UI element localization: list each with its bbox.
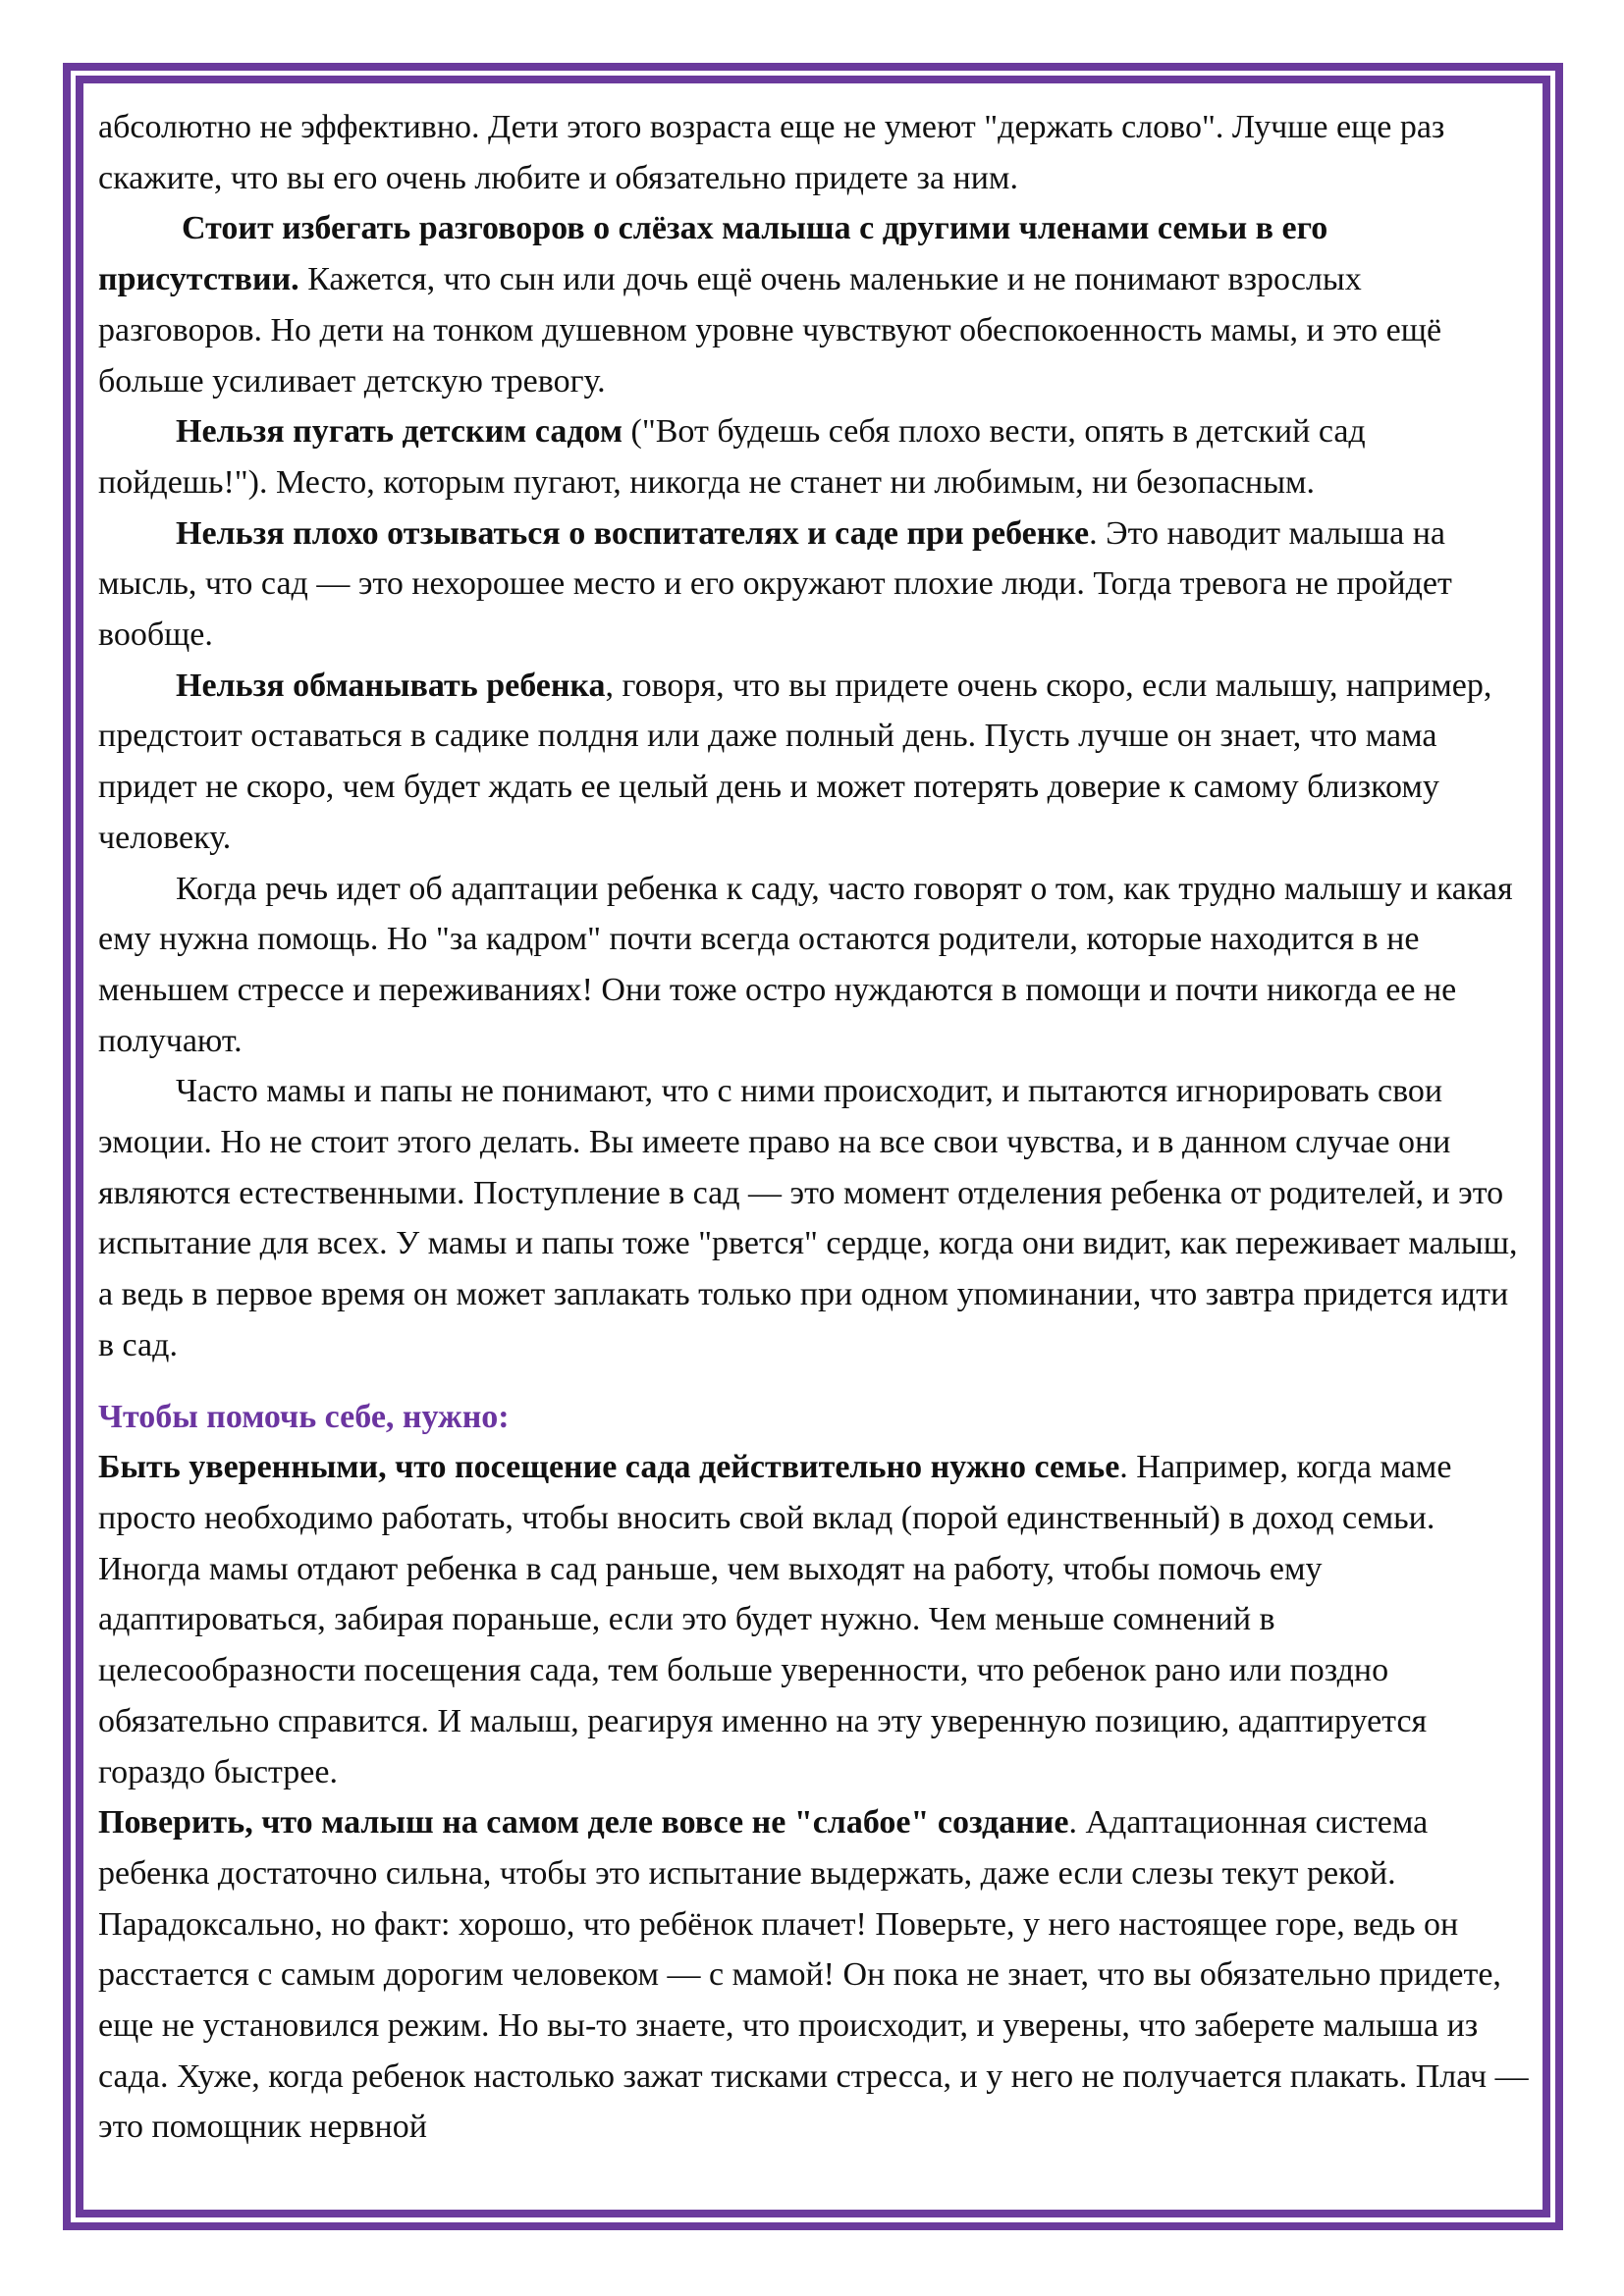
paragraph-bold-intro: Стоит избегать разговоров о слёзах малыша с другими членами семьи в его присутствии.: [98, 210, 1328, 298]
paragraph-parents-emotions: [98, 1066, 1532, 1370]
paragraph-text: абсолютно не эффективно. Дети этого возраста еще не умеют "держать слово". Лучше еще раз скажите, что вы его очень любите и обязательно придете за ним.: [98, 109, 1445, 196]
tip-text: . Адаптационная система ребенка достаточно сильна, чтобы это испытание выдержать, даже если слезы текут рекой. Парадоксально, но факт: хорошо, что ребёнок плачет! Поверьте, у него настоящее горе, ведь он расстается с самым дорогим человеком — с мамой! Он пока не знает, что вы обязательно придете, еще не установился режим. Но вы-то знаете, что происходит, и уверены, что заберете малыша из сада. Хуже, когда ребенок настолько зажат тисками стресса, и у него не получается плакать. Плач — это помощник нервной: [98, 1804, 1529, 2146]
paragraph-continuation: [98, 102, 1532, 203]
paragraph-text: . Это наводит малыша на мысль, что сад — это нехорошее место и его окружают плохие люди. Тогда тревога не пройдет вообще.: [98, 514, 1452, 654]
tip-bold-intro: Поверить, что малыш на самом деле вовсе не "слабое" создание: [98, 1804, 1069, 1842]
paragraph-text: ("Вот будешь себя плохо вести, опять в детский сад пойдешь!"). Место, которым пугают, никогда не станет ни любимым, ни безопасным.: [98, 413, 1366, 501]
paragraph-dont-deceive: [98, 661, 1532, 864]
document-body: [98, 102, 1532, 2153]
paragraph-bold-intro: Нельзя плохо отзываться о воспитателях и саде при ребенке: [176, 514, 1090, 552]
paragraph-dont-scare: [98, 406, 1532, 507]
paragraph-bold-intro: Нельзя обманывать ребенка: [176, 667, 606, 704]
paragraph-text: , говоря, что вы придете очень скоро, если малышу, например, предстоит оставаться в садике полдня или даже полный день. Пусть лучше он знает, что мама придет не скоро, чем будет ждать ее целый день и может потерять доверие к самому близкому человеку.: [98, 667, 1492, 856]
paragraph-text: Кажется, что сын или дочь ещё очень маленькие и не понимают взрослых разговоров. Но дети на тонком душевном уровне чувствуют обеспокоенность мамы, и это ещё больше усиливает детскую тревогу.: [98, 261, 1442, 400]
paragraph-bold-intro: Нельзя пугать детским садом: [176, 413, 623, 451]
paragraph-text: Часто мамы и папы не понимают, что с ними происходит, и пытаются игнорировать свои эмоции. Но не стоит этого делать. Вы имеете право на все свои чувства, и в данном случае они являются естественными. Поступление в сад — это момент отделения ребенка от родителей, и это испытание для всех. У мамы и папы тоже "рвется" сердце, когда они видит, как переживает малыш, а ведь в первое время он может заплакать только при одном упоминании, что завтра придется идти в сад.: [98, 1073, 1518, 1363]
paragraph-text: Когда речь идет об адаптации ребенка к саду, часто говорят о том, как трудно малышу и какая ему нужна помощь. Но "за кадром" почти всегда остаются родители, которые находится в не меньшем стрессе и переживаниях! Они тоже остро нуждаются в помощи и почти никогда ее не получают.: [98, 870, 1513, 1059]
tip-bold-intro: Быть уверенными, что посещение сада действительно нужно семье: [98, 1449, 1120, 1486]
paragraph-dont-criticize: [98, 508, 1532, 661]
tip-be-confident: [98, 1442, 1532, 1797]
paragraph-parents-stress: [98, 864, 1532, 1067]
tip-text: . Например, когда маме просто необходимо работать, чтобы вносить свой вклад (порой единственный) в доход семьи. Иногда мамы отдают ребенка в сад раньше, чем выходят на работу, чтобы помочь ему адаптироваться, забирая пораньше, если это будет нужно. Чем меньше сомнений в целесообразности посещения сада, тем больше уверенности, что ребенок рано или поздно обязательно справится. И малыш, реагируя именно на эту уверенную позицию, адаптируется гораздо быстрее.: [98, 1449, 1452, 1790]
tip-believe-child: [98, 1797, 1532, 2153]
section-heading: Чтобы помочь себе, нужно:: [98, 1398, 510, 1435]
paragraph-avoid-tears-talk: [98, 203, 1532, 406]
